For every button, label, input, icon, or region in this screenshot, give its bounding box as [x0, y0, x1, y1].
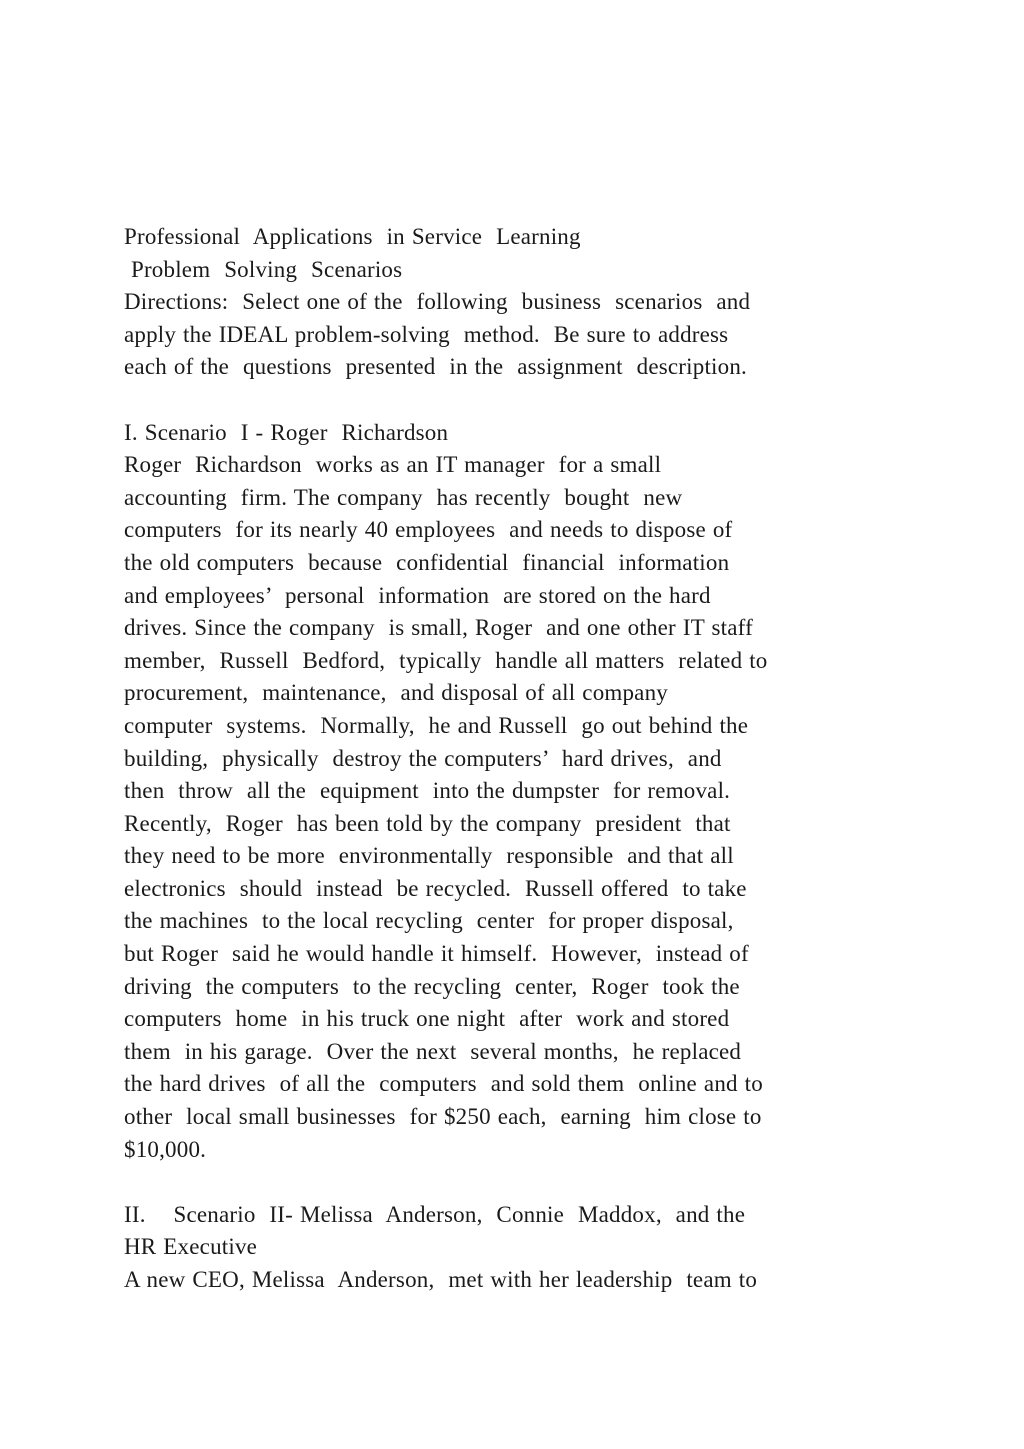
scenario-1-line: electronics should instead be recycled. Russell offered to take: [124, 875, 747, 901]
scenario-1-line: Recently, Roger has been told by the company president that: [124, 810, 731, 836]
scenario-1-line: other local small businesses for $250 each, earning him close to: [124, 1104, 762, 1130]
scenario-2-line: A new CEO, Melissa Anderson, met with her leadership team to: [124, 1267, 758, 1292]
scenario-1-line: they need to be more environmentally responsible and that all: [124, 843, 734, 869]
scenario-1-line: the hard drives of all the computers and sold them online and to: [124, 1071, 763, 1097]
scenario-1-line: accounting firm. The company has recently bought new: [124, 484, 683, 510]
scenario-1-line: Roger Richardson works as an IT manager for a small: [124, 452, 662, 478]
scenario-1-line: drives. Since the company is small, Roger and one other IT staff: [124, 615, 753, 641]
document-subtitle: Problem Solving Scenarios: [124, 256, 403, 282]
scenario-1-line: the machines to the local recycling center for proper disposal,: [124, 908, 734, 934]
scenario-1-line: member, Russell Bedford, typically handle all matters related to: [124, 647, 768, 673]
scenario-2-heading: II. Scenario II- Melissa Anderson, Connie Maddox, and the: [124, 1201, 746, 1227]
scenario-1-line: procurement, maintenance, and disposal of all company: [124, 680, 668, 706]
scenario-1-line: computers home in his truck one night after work and stored: [124, 1006, 730, 1032]
scenario-1-line: but Roger said he would handle it himself. However, instead of: [124, 941, 749, 967]
scenario-1-line: then throw all the equipment into the dumpster for removal.: [124, 778, 731, 804]
scenario-1-line: and employees’ personal information are stored on the hard: [124, 582, 711, 608]
scenario-1-line: them in his garage. Over the next several months, he replaced: [124, 1038, 742, 1064]
scenario-1-line: driving the computers to the recycling center, Roger took the: [124, 973, 740, 999]
paragraph-spacer: [124, 384, 904, 417]
scenario-2-heading: HR Executive: [124, 1234, 258, 1260]
directions-line: each of the questions presented in the assignment description.: [124, 354, 747, 380]
scenario-1-line: building, physically destroy the computers’ hard drives, and: [124, 745, 722, 771]
document-title: Professional Applications in Service Learning: [124, 224, 581, 249]
directions-line: Directions: Select one of the following business scenarios and: [124, 289, 751, 315]
scenario-1-line: computers for its nearly 40 employees and needs to dispose of: [124, 517, 733, 543]
scenario-1-line: $10,000.: [124, 1136, 207, 1162]
directions-line: apply the IDEAL problem-solving method. Be sure to address: [124, 321, 729, 347]
scenario-1-line: the old computers because confidential financial information: [124, 549, 730, 575]
paragraph-spacer: [124, 1166, 904, 1199]
scenario-1-line: computer systems. Normally, he and Russell go out behind the: [124, 712, 749, 738]
scenario-1-heading: I. Scenario I - Roger Richardson: [124, 419, 449, 445]
document-page: [124, 221, 904, 1297]
